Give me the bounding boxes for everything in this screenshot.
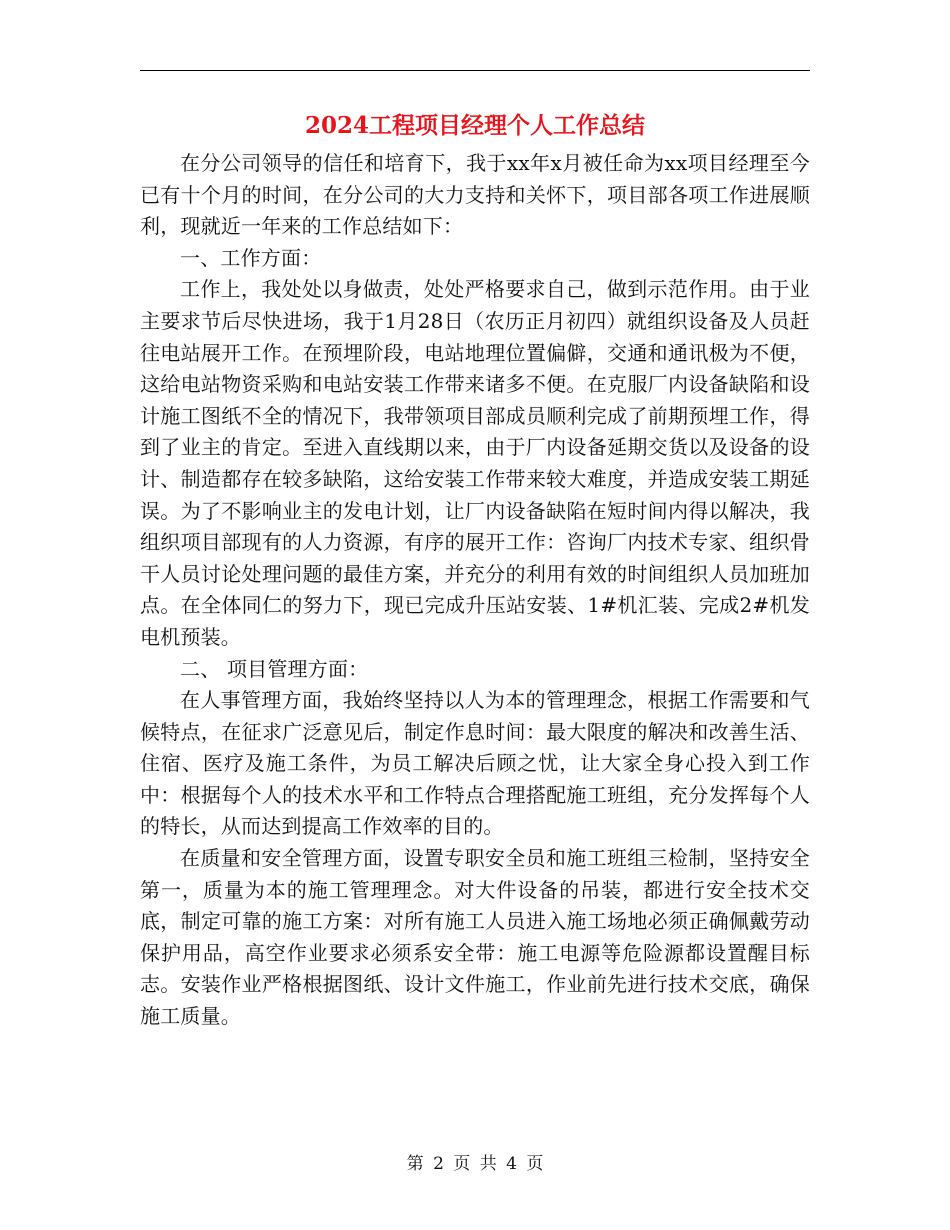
document-title: 2024工程项目经理个人工作总结 [304,112,645,139]
work-paragraph: 工作上，我处处以身做责，处处严格要求自己，做到示范作用。由于业主要求节后尽快进场，我于1月28日（农历正月初四）就组织设备及人员赶往电站展开工作。在预埋阶段，电站地理位置偏僻，交通和通讯极为不便，这给电站物资采购和电站安装工作带来诸多不便。在克服厂内设备缺陷和设计施工图纸不全的情况下，我带领项目部成员顺利完成了前期预埋工作，得到了业主的肯定。至进入直线期以来，由于厂内设备延期交货以及设备的设计、制造都存在较多缺陷，这给安装工作带来较大难度，并造成安装工期延误。为了不影响业主的发电计划，让厂内设备缺陷在短时间内得以解决，我组织项目部现有的人力资源，有序的展开工作：咨询厂内技术专家、组织骨干人员讨论处理问题的最佳方案，并充分的利用有效的时间组织人员加班加点。在全体同仁的努力下，现已完成升压站安装、1#机汇装、完成2#机发电机预装。 [140,277,810,649]
document-body [140,148,810,1033]
intro-paragraph: 在分公司领导的信任和培育下，我于xx年x月被任命为xx项目经理至今已有十个月的时间，在分公司的大力支持和关怀下，项目部各项工作进展顺利，现就近一年来的工作总结如下： [140,151,810,239]
section-heading-work: 一、工作方面： [180,245,322,270]
personnel-paragraph: 在人事管理方面，我始终坚持以人为本的管理理念，根据工作需要和气候特点，在征求广泛意见后，制定作息时间：最大限度的解决和改善生活、住宿、医疗及施工条件，为员工解决后顾之忧，让大家全身心投入到工作中：根据每个人的技术水平和工作特点合理搭配施工班组，充分发挥每个人的特长，从而达到提高工作效率的目的。 [140,688,810,839]
page-number: 第 2 页 共 4 页 [406,1154,544,1174]
section-heading-management: 二、 项目管理方面： [180,656,369,681]
quality-safety-paragraph: 在质量和安全管理方面，设置专职安全员和施工班组三检制，坚持安全第一，质量为本的施工管理理念。对大件设备的吊装，都进行安全技术交底，制定可靠的施工方案：对所有施工人员进入施工场地必须正确佩戴劳动保护用品，高空作业要求必须系安全带：施工电源等危险源都设置醒目标志。安装作业严格根据图纸、设计文件施工，作业前先进行技术交底，确保施工质量。 [140,846,810,1029]
header-rule [140,70,810,71]
